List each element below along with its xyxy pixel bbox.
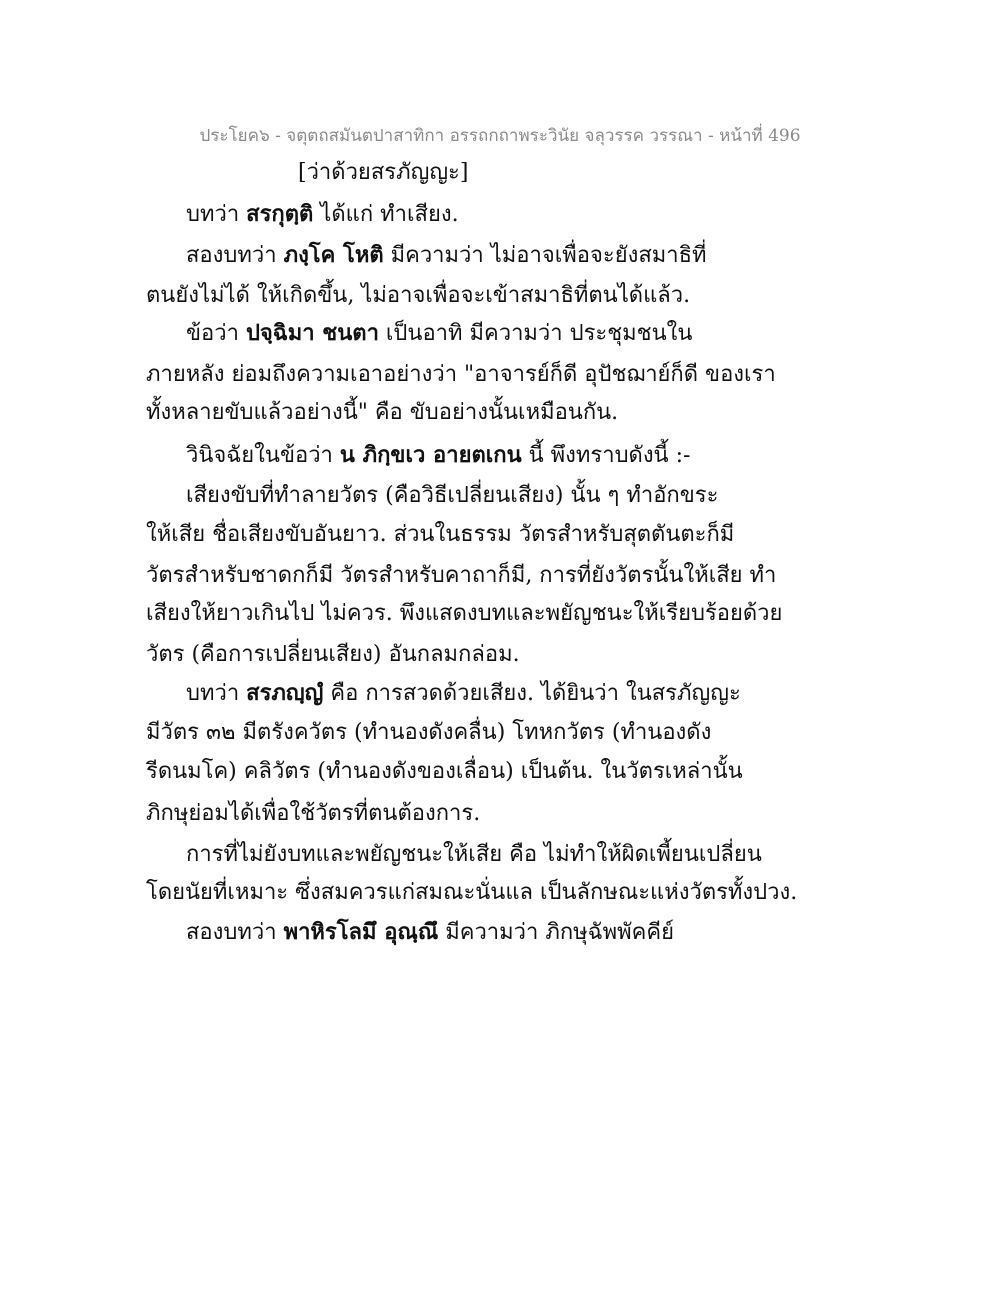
section-title: [ว่าด้วยสรภัญญะ] [298,160,469,185]
paragraph-line: วินิจฉัยในข้อว่า น ภิกฺขเว อายตเกน นี้ พึงทราบดังนี้ :- [186,442,691,468]
page-header: ประโยค๖ - จตุตถสมันตปาสาทิกา อรรถกถาพระวินัย จลุวรรค วรรณา - หน้าที่ 496 [199,126,801,146]
paragraph-line: ภิกษุย่อมได้เพื่อใช้วัตรที่ตนต้องการ. [146,801,481,826]
paragraph-line: สองบทว่า พาหิรโลมึ อุณฺณึ มีความว่า ภิกษุฉัพพัคคีย์ [186,919,674,945]
paragraph-line: วัตรสำหรับชาดกก็มี วัตรสำหรับคาถาก็มี, การที่ยังวัตรนั้นให้เสีย ทำ [146,563,777,588]
paragraph-line: ให้เสีย ชื่อเสียงขับอันยาว. ส่วนในธรรม วัตรสำหรับสุตตันตะก็มี [146,522,735,547]
paragraph-line: วัตร (คือการเปลี่ยนเสียง) อันกลมกล่อม. [146,642,520,667]
paragraph-line: เสียงขับที่ทำลายวัตร (คือวิธีเปลี่ยนเสียง) นั้น ๆ ทำอักขระ [186,483,719,508]
paragraph-line: สองบทว่า ภงฺโค โหติ มีความว่า ไม่อาจเพื่อจะยังสมาธิที่ [186,242,707,268]
paragraph-line: เสียงให้ยาวเกินไป ไม่ควร. พึงแสดงบทและพยัญชนะให้เรียบร้อยด้วย [146,601,783,626]
paragraph-line: ทั้งหลายขับแล้วอย่างนี้" คือ ขับอย่างนั้นเหมือนกัน. [146,400,619,425]
paragraph-line: รีดนมโค) คลิวัตร (ทำนองดังของเลื่อน) เป็นต้น. ในวัตรเหล่านั้น [146,759,743,784]
paragraph-line: บทว่า สรกุตฺติ ได้แก่ ทำเสียง. [186,201,459,227]
paragraph-line: บทว่า สรภญฺญํ คือ การสวดด้วยเสียง. ได้ยินว่า ในสรภัญญะ [186,680,741,706]
paragraph-line: ข้อว่า ปจฺฉิมา ชนตา เป็นอาทิ มีความว่า ประชุมชนใน [186,320,693,346]
paragraph-line: ภายหลัง ย่อมถึงความเอาอย่างว่า "อาจารย์ก็ดี อุปัชฌาย์ก็ดี ของเรา [146,362,776,387]
paragraph-line: โดยนัยที่เหมาะ ซึ่งสมควรแก่สมณะนั่นแล เป็นลักษณะแห่งวัตรทั้งปวง. [146,880,798,905]
paragraph-line: ตนยังไม่ได้ ให้เกิดขึ้น, ไม่อาจเพื่อจะเข้าสมาธิที่ตนได้แล้ว. [146,283,691,308]
paragraph-line: การที่ไม่ยังบทและพยัญชนะให้เสีย คือ ไม่ทำให้ผิดเพี้ยนเปลี่ยน [186,842,762,867]
paragraph-line: มีวัตร ๓๒ มีตรังควัตร (ทำนองดังคลื่น) โทหกวัตร (ทำนองดัง [146,720,712,745]
